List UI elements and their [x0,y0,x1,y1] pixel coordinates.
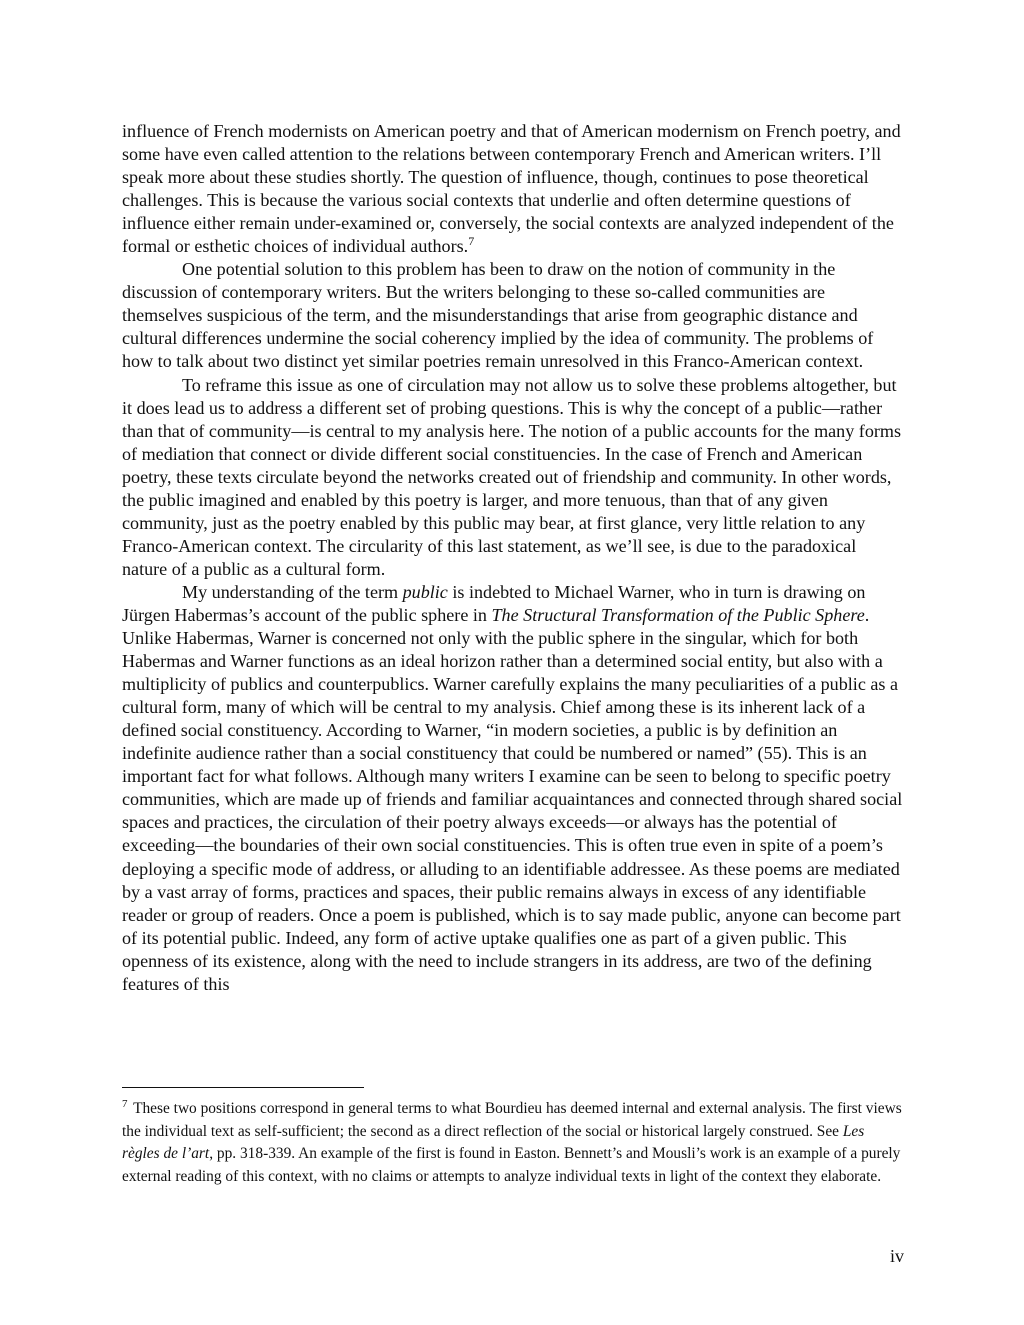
text-run: To reframe this issue as one of circulation may not allow us to solve these problems altogether, but it does lead us to address a different set of probing questions. This is why the concept of a public—rather than that of community—is central to my analysis here. The notion of a public accounts for the many forms of mediation that connect or divide different social constituencies. In the case of French and American poetry, these texts circulate beyond the networks created out of friendship and community. In other words, the public imagined and enabled by this poetry is larger, and more tenuous, than that of any given community, just as the poetry enabled by this public may bear, at first glance, very little relation to any Franco-American context. The circularity of this last statement, as we’ll see, is due to the paradoxical nature of a public as a cultural form. [122,374,902,579]
text-run: . Unlike Habermas, Warner is concerned not only with the public sphere in the singular, which for both Habermas and Warner functions as an ideal horizon rather than a determined social entity, but also with a multiplicity of publics and counterpublics. Warner carefully explains the many peculiarities of a public as a cultural form, many of which will be central to my analysis. Chief among these is its inherent lack of a defined social constituency. According to Warner, “in modern societies, a public is by definition an indefinite audience rather than a social constituency that could be numbered or named” (55). This is an important fact for what follows. Although many writers I examine can be seen to belong to specific poetry communities, which are made up of friends and familiar acquaintances and connected through shared social spaces and practices, the circulation of their poetry always exceeds—or always has the potential of exceeding—the boundaries of their own social constituencies. This is often true even in spite of a poem’s deploying a specific mode of address, or alluding to an identifiable addressee. As these poems are mediated by a vast array of forms, practices and spaces, their public remains always in excess of any identifiable reader or group of readers. Once a poem is published, which is to say made public, anyone can become part of its potential public. Indeed, any form of active uptake qualifies one as part of a given public. This openness of its existence, along with the need to include strangers in its address, are two of the defining features of this [122,604,903,994]
italic-text: The Structural Transformation of the Public Sphere [491,604,865,625]
body-text [122,120,904,996]
page-number: iv [889,1246,904,1266]
text-run: These two positions correspond in general terms to what Bourdieu has deemed internal and external analysis. The first views the individual text as self-sufficient; the second as a direct reflection of the social or historical largely construed. See [122,1100,902,1140]
italic-text: Les règles de l’art [122,1122,865,1163]
paragraph [122,581,904,996]
text-run: influence of French modernists on American poetry and that of American modernism on French poetry, and some have even called attention to the relations between contemporary French and American writers. I’ll speak more about these studies shortly. The question of influence, though, continues to pose theoretical challenges. This is because the various social contexts that underlie and often determine questions of influence either remain under-examined or, conversely, the social contexts are analyzed independent of the formal or esthetic choices of individual authors. [122,121,901,257]
italic-text: public [402,581,448,602]
text-run: One potential solution to this problem has been to draw on the notion of community in the discussion of contemporary writers. But the writers belonging to these so-called communities are themselves suspicious of the term, and the misunderstandings that arise from geographic distance and cultural differences undermine the social coherency implied by the idea of community. The problems of how to talk about two distinct yet similar poetries remain unresolved in this Franco-American context. [122,259,874,372]
text-run: , pp. 318-339. An example of the first is found in Easton. Bennett’s and Mousli’s work is an example of a purely external reading of this context, with no claims or attempts to analyze individual texts in light of the context they elaborate. [122,1145,901,1185]
text-run: is indebted to Michael Warner, who in turn is drawing on Jürgen Habermas’s account of the public sphere in [122,581,866,625]
footnote-reference: 7 [468,234,475,249]
paragraph [122,374,904,581]
text-run: My understanding of the term [182,581,403,602]
paragraph [122,258,904,373]
footnote-divider [122,1087,364,1088]
footnote-text [122,1097,902,1185]
paragraph [122,120,904,258]
footnote-marker: 7 [122,1097,128,1110]
footnote [122,1098,904,1188]
